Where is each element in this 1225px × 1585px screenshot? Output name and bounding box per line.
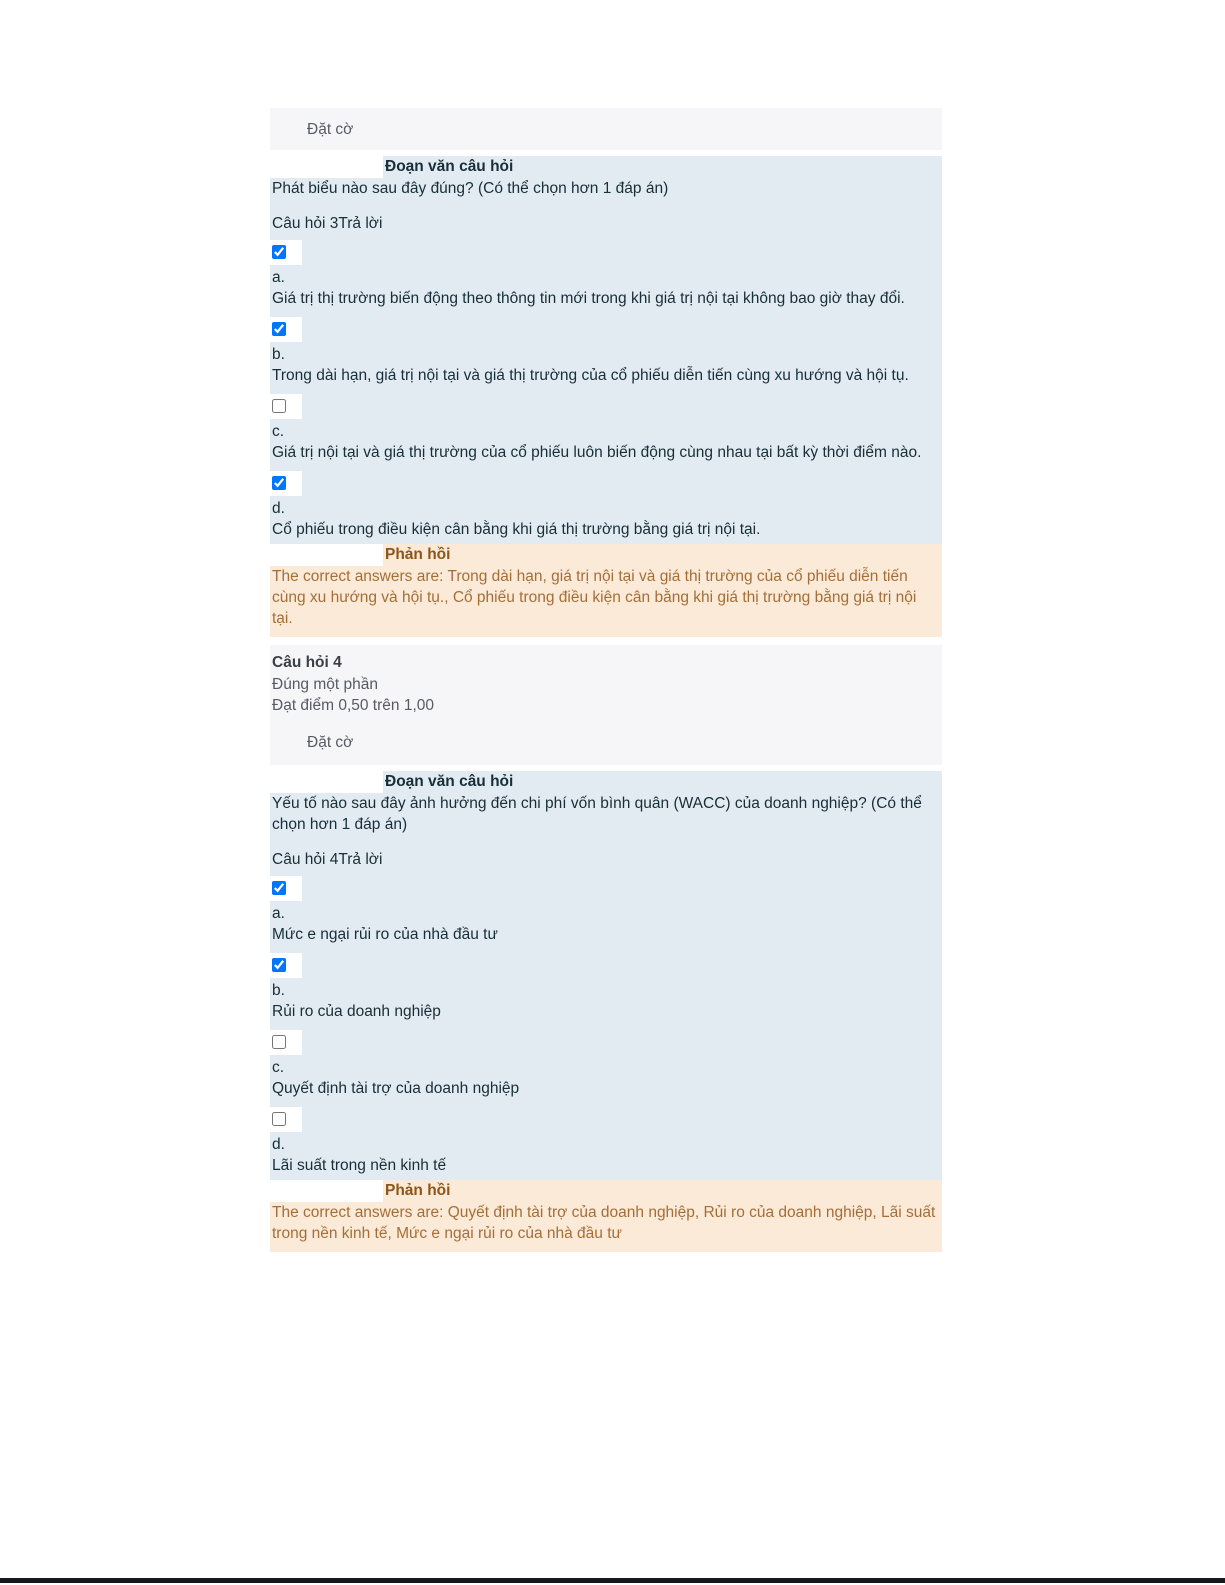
option-text: Giá trị thị trường biến động theo thông tin mới trong khi giá trị nội tại không bao giờ thay đổi. <box>272 290 905 307</box>
option-letter: d. <box>272 500 285 517</box>
question3-feedback-text: The correct answers are: Trong dài hạn, giá trị nội tại và giá thị trường của cổ phiếu diễn tiến cùng xu hướng và hội tụ., Cổ phiếu trong điều kiện cân bằng khi giá thị trường bằng giá trị nội tại. <box>272 568 917 627</box>
answer-option-c <box>270 1030 942 1101</box>
answer-checkbox[interactable] <box>272 1035 286 1049</box>
checkbox-cell <box>270 471 302 496</box>
question3-stem-heading-row <box>270 156 942 178</box>
question4-options <box>270 876 942 1178</box>
question-text-header: Đoạn văn câu hỏi <box>385 773 514 790</box>
question4-title: Câu hỏi 4 <box>272 654 342 671</box>
answer-option-a <box>270 240 942 311</box>
answer-option-b <box>270 953 942 1024</box>
feedback-header: Phản hồi <box>385 1182 451 1199</box>
heading-white-notch <box>270 1180 383 1202</box>
answer-checkbox[interactable] <box>272 958 286 972</box>
answer-checkbox[interactable] <box>272 399 286 413</box>
question3-panel <box>270 156 942 544</box>
checkbox-cell <box>270 953 302 978</box>
heading-white-notch <box>270 156 383 178</box>
option-letter: c. <box>272 1059 285 1076</box>
answer-option-b <box>270 317 942 388</box>
question4-stem: Yếu tố nào sau đây ảnh hưởng đến chi phí vốn bình quân (WACC) của doanh nghiệp? (Có thể chọn hơn 1 đáp án) <box>272 795 922 833</box>
checkbox-cell <box>270 240 302 265</box>
answer-option-c <box>270 394 942 465</box>
heading-white-notch <box>270 771 383 793</box>
option-text: Mức e ngại rủi ro của nhà đầu tư <box>272 926 498 943</box>
answer-checkbox[interactable] <box>272 322 286 336</box>
question4-panel <box>270 771 942 1180</box>
question3-feedback-box <box>270 544 942 637</box>
checkbox-cell <box>270 394 302 419</box>
option-text: Cổ phiếu trong điều kiện cân bằng khi giá thị trường bằng giá trị nội tại. <box>272 521 761 538</box>
feedback-header: Phản hồi <box>385 546 451 563</box>
question4-stem-heading-row <box>270 771 942 793</box>
option-letter: b. <box>272 982 285 999</box>
page-bottom-bar <box>0 1578 1225 1583</box>
checkbox-cell <box>270 1030 302 1055</box>
option-letter: a. <box>272 905 285 922</box>
question3-feedback-heading-row <box>270 544 942 566</box>
option-text: Trong dài hạn, giá trị nội tại và giá thị trường của cổ phiếu diễn tiến cùng xu hướng và hội tụ. <box>272 367 909 384</box>
option-text: Rủi ro của doanh nghiệp <box>272 1003 441 1020</box>
option-letter: c. <box>272 423 285 440</box>
question3-stem: Phát biểu nào sau đây đúng? (Có thể chọn hơn 1 đáp án) <box>272 180 669 197</box>
question3-options <box>270 240 942 542</box>
checkbox-cell <box>270 317 302 342</box>
question4-info-box <box>270 645 942 765</box>
question4-feedback-box <box>270 1180 942 1252</box>
question4-grade: Đạt điểm 0,50 trên 1,00 <box>272 697 434 714</box>
question4-state: Đúng một phần <box>272 676 378 693</box>
answer-checkbox[interactable] <box>272 476 286 490</box>
question-text-header: Đoạn văn câu hỏi <box>385 158 514 175</box>
answer-option-a <box>270 876 942 947</box>
answer-checkbox[interactable] <box>272 245 286 259</box>
question3-info-box <box>270 108 942 150</box>
heading-white-notch <box>270 544 383 566</box>
answer-checkbox[interactable] <box>272 1112 286 1126</box>
option-text: Quyết định tài trợ của doanh nghiệp <box>272 1080 520 1097</box>
checkbox-cell <box>270 1107 302 1132</box>
answer-option-d <box>270 1107 942 1178</box>
option-letter: b. <box>272 346 285 363</box>
question4-feedback-heading-row <box>270 1180 942 1202</box>
answer-option-d <box>270 471 942 542</box>
flag-question3-link[interactable]: Đặt cờ <box>307 120 354 138</box>
option-letter: a. <box>272 269 285 286</box>
quiz-content-column <box>270 108 942 1252</box>
option-text: Giá trị nội tại và giá thị trường của cổ phiếu luôn biến động cùng nhau tại bất kỳ thời điểm nào. <box>272 444 922 461</box>
question4-feedback-text: The correct answers are: Quyết định tài trợ của doanh nghiệp, Rủi ro của doanh nghiệp, Lãi suất trong nền kinh tế, Mức e ngại rủi ro của nhà đầu tư <box>272 1204 936 1242</box>
checkbox-cell <box>270 876 302 901</box>
answer-checkbox[interactable] <box>272 881 286 895</box>
option-text: Lãi suất trong nền kinh tế <box>272 1157 447 1174</box>
question4-answer-intro: Câu hỏi 4Trả lời <box>272 851 383 868</box>
question3-answer-intro: Câu hỏi 3Trả lời <box>272 215 383 232</box>
option-letter: d. <box>272 1136 285 1153</box>
flag-question4-link[interactable]: Đặt cờ <box>307 734 354 751</box>
